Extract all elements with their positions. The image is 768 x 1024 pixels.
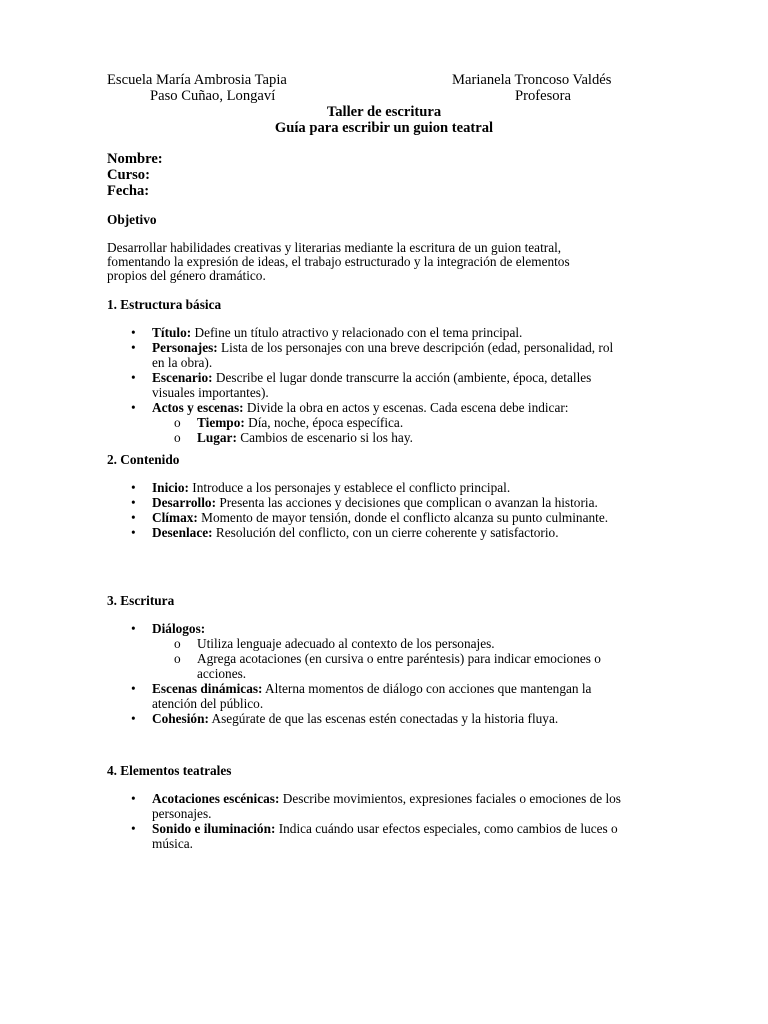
bullet-icon: • — [131, 495, 136, 510]
objetivo-heading: Objetivo — [107, 212, 157, 227]
list-item — [107, 480, 627, 495]
document-subtitle: Guía para escribir un guion teatral — [274, 120, 494, 136]
item-term: Sonido e iluminación: — [152, 821, 276, 836]
sub-list — [152, 415, 627, 445]
item-term: Título: — [152, 325, 192, 340]
bullet-icon: • — [131, 791, 136, 806]
sub-list-item — [152, 430, 627, 445]
item-term: Tiempo: — [197, 415, 245, 430]
item-text: Divide la obra en actos y escenas. Cada escena debe indicar: — [243, 400, 569, 415]
item-text: Lista de los personajes con una breve descripción (edad, personalidad, rol en la obra). — [152, 340, 614, 370]
item-text: Define un título atractivo y relacionado con el tema principal. — [191, 325, 523, 340]
list-item — [107, 681, 627, 711]
sub-list — [152, 636, 627, 681]
list-item — [107, 400, 627, 445]
item-text: Presenta las acciones y decisiones que complican o avanzan la historia. — [216, 495, 598, 510]
bullet-icon: • — [131, 681, 136, 696]
section-4-list — [107, 791, 627, 851]
item-term: Clímax: — [152, 510, 198, 525]
sub-list-item — [152, 415, 627, 430]
circle-bullet-icon: o — [174, 415, 181, 430]
item-text: Cambios de escenario si los hay. — [236, 430, 413, 445]
sub-list-item — [152, 636, 627, 651]
list-item — [107, 510, 627, 525]
section-3-list — [107, 621, 627, 726]
objetivo-line-2: fomentando la expresión de ideas, el trabajo estructurado y la integración de elementos — [107, 254, 570, 269]
bullet-icon: • — [131, 400, 136, 415]
list-item — [107, 791, 627, 821]
section-4-heading: 4. Elementos teatrales — [107, 763, 232, 778]
bullet-icon: • — [131, 821, 136, 836]
list-item — [107, 525, 627, 540]
school-name: Escuela María Ambrosia Tapia — [107, 72, 287, 88]
item-term: Escenas dinámicas: — [152, 681, 263, 696]
item-term: Desarrollo: — [152, 495, 217, 510]
item-text: Utiliza lenguaje adecuado al contexto de los personajes. — [197, 636, 495, 651]
item-term: Escenario: — [152, 370, 213, 385]
teacher-name: Marianela Troncoso Valdés — [452, 72, 612, 88]
list-item — [107, 621, 627, 681]
item-term: Inicio: — [152, 480, 189, 495]
item-text: Alterna momentos de diálogo con acciones que mantengan la atención del público. — [152, 681, 592, 711]
section-2-heading: 2. Contenido — [107, 452, 180, 467]
item-text: Describe movimientos, expresiones faciales o emociones de los personajes. — [152, 791, 621, 821]
item-text: Describe el lugar donde transcurre la acción (ambiente, época, detalles visuales importantes). — [152, 370, 592, 400]
field-fecha: Fecha: — [107, 183, 150, 199]
circle-bullet-icon: o — [174, 651, 181, 666]
list-item — [107, 711, 627, 726]
item-text: Momento de mayor tensión, donde el conflicto alcanza su punto culminante. — [197, 510, 609, 525]
item-text: Agrega acotaciones (en cursiva o entre paréntesis) para indicar emociones o acciones. — [197, 651, 601, 681]
list-item — [107, 821, 627, 851]
section-1-heading: 1. Estructura básica — [107, 297, 222, 312]
item-term: Personajes: — [152, 340, 218, 355]
item-text: Día, noche, época específica. — [244, 415, 404, 430]
item-term: Lugar: — [197, 430, 237, 445]
bullet-icon: • — [131, 325, 136, 340]
bullet-icon: • — [131, 370, 136, 385]
bullet-icon: • — [131, 711, 136, 726]
item-term: Acotaciones escénicas: — [152, 791, 280, 806]
bullet-icon: • — [131, 510, 136, 525]
teacher-role: Profesora — [515, 88, 571, 104]
bullet-icon: • — [131, 621, 136, 636]
document-title: Taller de escritura — [326, 104, 442, 120]
bullet-icon: • — [131, 525, 136, 540]
list-item — [107, 495, 627, 510]
section-3-heading: 3. Escritura — [107, 593, 175, 608]
item-term: Cohesión: — [152, 711, 209, 726]
item-text: Introduce a los personajes y establece el conflicto principal. — [188, 480, 511, 495]
school-location: Paso Cuñao, Longaví — [150, 88, 276, 104]
circle-bullet-icon: o — [174, 430, 181, 445]
list-item — [107, 370, 627, 400]
section-2-list — [107, 480, 627, 540]
item-text: Indica cuándo usar efectos especiales, como cambios de luces o música. — [152, 821, 618, 851]
field-curso: Curso: — [107, 167, 150, 183]
item-text: Resolución del conflicto, con un cierre coherente y satisfactorio. — [212, 525, 559, 540]
section-1-list — [107, 325, 627, 445]
bullet-icon: • — [131, 480, 136, 495]
objetivo-line-3: propios del género dramático. — [107, 268, 266, 283]
item-term: Diálogos: — [152, 621, 206, 636]
list-item — [107, 340, 627, 370]
sub-list-item — [152, 651, 627, 681]
item-term: Actos y escenas: — [152, 400, 244, 415]
field-nombre: Nombre: — [107, 151, 163, 167]
objetivo-line-1: Desarrollar habilidades creativas y literarias mediante la escritura de un guion teatral, — [107, 240, 562, 255]
list-item — [107, 325, 627, 340]
bullet-icon: • — [131, 340, 136, 355]
item-text: Asegúrate de que las escenas estén conectadas y la historia fluya. — [208, 711, 559, 726]
circle-bullet-icon: o — [174, 636, 181, 651]
item-term: Desenlace: — [152, 525, 213, 540]
